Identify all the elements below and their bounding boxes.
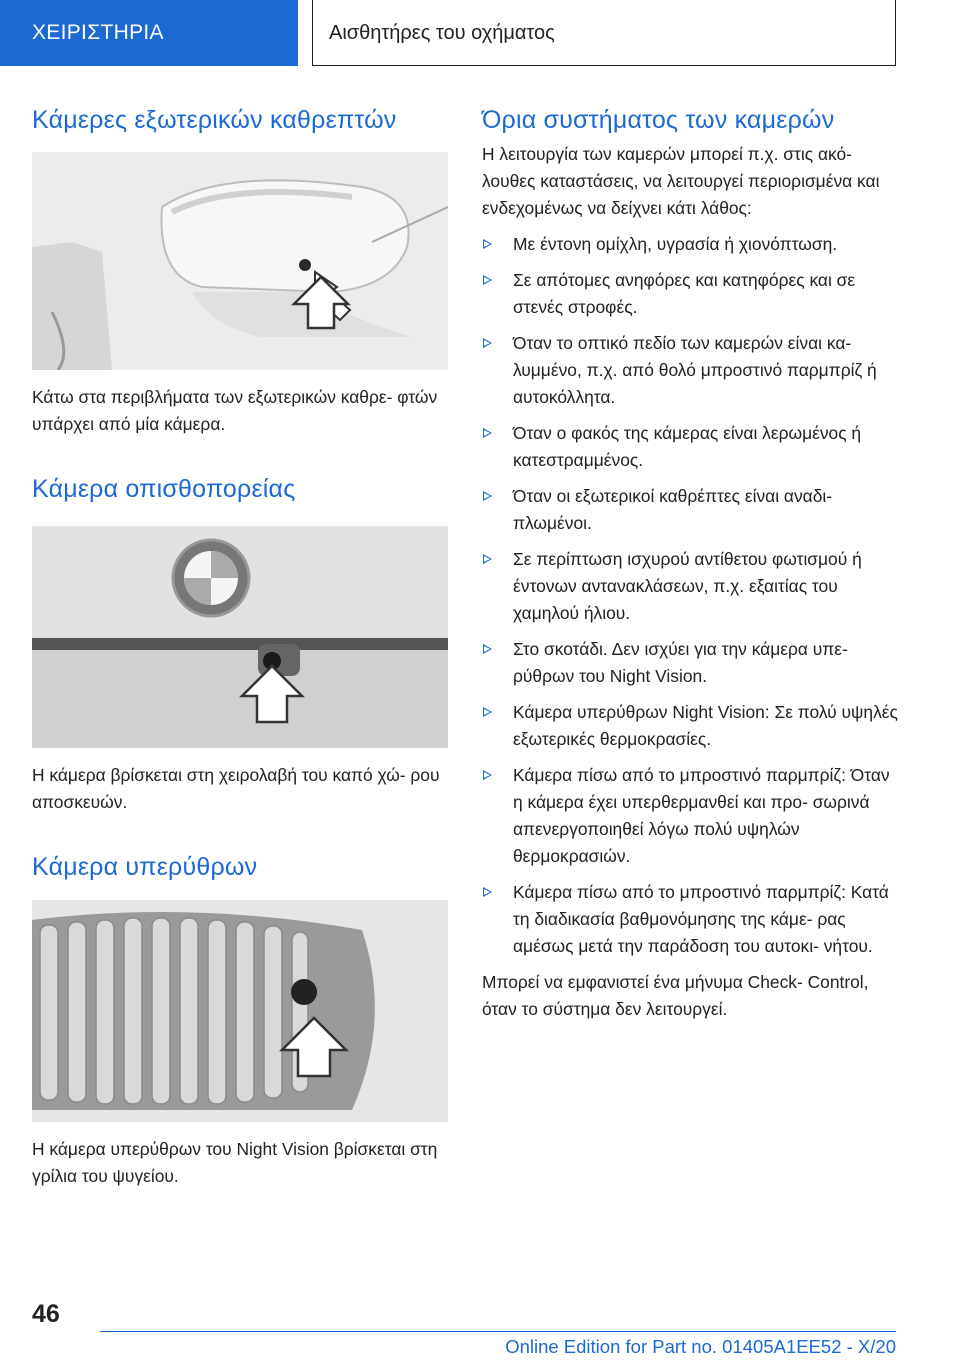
rear-camera-caption: Η κάμερα βρίσκεται στη χειρολαβή του καπό χώ- ρου αποσκευών. — [32, 765, 440, 812]
triangle-bullet-icon — [483, 428, 492, 438]
list-item: Στο σκοτάδι. Δεν ισχύει για την κάμερα υπε- ρύθρων του Night Vision. — [482, 636, 900, 690]
rear-camera-heading: Κάμερα οπισθοπορείας — [32, 475, 296, 503]
list-item: Όταν οι εξωτερικοί καθρέπτες είναι αναδι- πλωμένοι. — [482, 483, 900, 537]
system-limits-outro: Μπορεί να εμφανιστεί ένα μήνυμα Check- Control, όταν το σύστημα δεν λειτουργεί. — [482, 972, 869, 1019]
mirror-camera-heading: Κάμερες εξωτερικών καθρεπτών — [32, 106, 397, 134]
list-item: Σε απότομες ανηφόρες και κατηφόρες και σε στενές στροφές. — [482, 267, 900, 321]
system-limits-list — [482, 231, 900, 960]
list-item: Όταν το οπτικό πεδίο των καμερών είναι κα- λυμμένο, π.χ. από θολό μπροστινό παρμπρίζ ή αυτοκόλλητα. — [482, 330, 900, 411]
section-title: Αισθητήρες του οχήματος — [312, 0, 896, 66]
list-item: Κάμερα υπερύθρων Night Vision: Σε πολύ υψηλές εξωτερικές θερμοκρασίες. — [482, 699, 900, 753]
mirror-camera-illustration — [32, 152, 448, 370]
infrared-camera-caption: Η κάμερα υπερύθρων του Night Vision βρίσκεται στη γρίλια του ψυγείου. — [32, 1139, 438, 1186]
chapter-tab: ΧΕΙΡΙΣΤΗΡΙΑ — [0, 0, 298, 66]
list-item: Κάμερα πίσω από το μπροστινό παρμπρίζ: Κατά τη διαδικασία βαθμονόμησης της κάμε- ρας αμέσως μετά την παράδοση του αυτοκι- νήτου. — [482, 879, 900, 960]
list-item: Κάμερα πίσω από το μπροστινό παρμπρίζ: Όταν η κάμερα έχει υπερθερμανθεί και προ- σωρινά απενεργοποιηθεί λόγω πολύ υψηλών θερμοκρασιών. — [482, 762, 900, 870]
infrared-camera-illustration — [32, 900, 448, 1122]
footer-divider — [100, 1331, 896, 1332]
rear-camera-illustration — [32, 526, 448, 748]
right-column — [482, 100, 900, 1023]
list-item: Όταν ο φακός της κάμερας είναι λερωμένος ή κατεστραμμένος. — [482, 420, 900, 474]
system-limits-heading: Όρια συστήματος των καμερών — [482, 106, 835, 134]
list-item: Με έντονη ομίχλη, υγρασία ή χιονόπτωση. — [482, 231, 900, 258]
triangle-bullet-icon — [483, 239, 492, 249]
left-column — [32, 100, 448, 1190]
list-item: Σε περίπτωση ισχυρού αντίθετου φωτισμού ή έντονων αντανακλάσεων, π.χ. εξαιτίας του χαμηλού ήλιου. — [482, 546, 900, 627]
triangle-bullet-icon — [483, 644, 492, 654]
triangle-bullet-icon — [483, 275, 492, 285]
triangle-bullet-icon — [483, 707, 492, 717]
page-number: 46 — [32, 1300, 60, 1328]
edition-footer: Online Edition for Part no. 01405A1EE52 - X/20 — [505, 1336, 896, 1357]
mirror-camera-caption: Κάτω στα περιβλήματα των εξωτερικών καθρε- φτών υπάρχει από μία κάμερα. — [32, 387, 438, 434]
triangle-bullet-icon — [483, 491, 492, 501]
triangle-bullet-icon — [483, 887, 492, 897]
triangle-bullet-icon — [483, 338, 492, 348]
system-limits-intro: Η λειτουργία των καμερών μπορεί π.χ. στις ακό- λουθες καταστάσεις, να λειτουργεί περιορισμένα και ενδεχομένως να δείχνει κάτι λάθος: — [482, 144, 880, 218]
triangle-bullet-icon — [483, 770, 492, 780]
triangle-bullet-icon — [483, 554, 492, 564]
infrared-camera-heading: Κάμερα υπερύθρων — [32, 853, 258, 881]
